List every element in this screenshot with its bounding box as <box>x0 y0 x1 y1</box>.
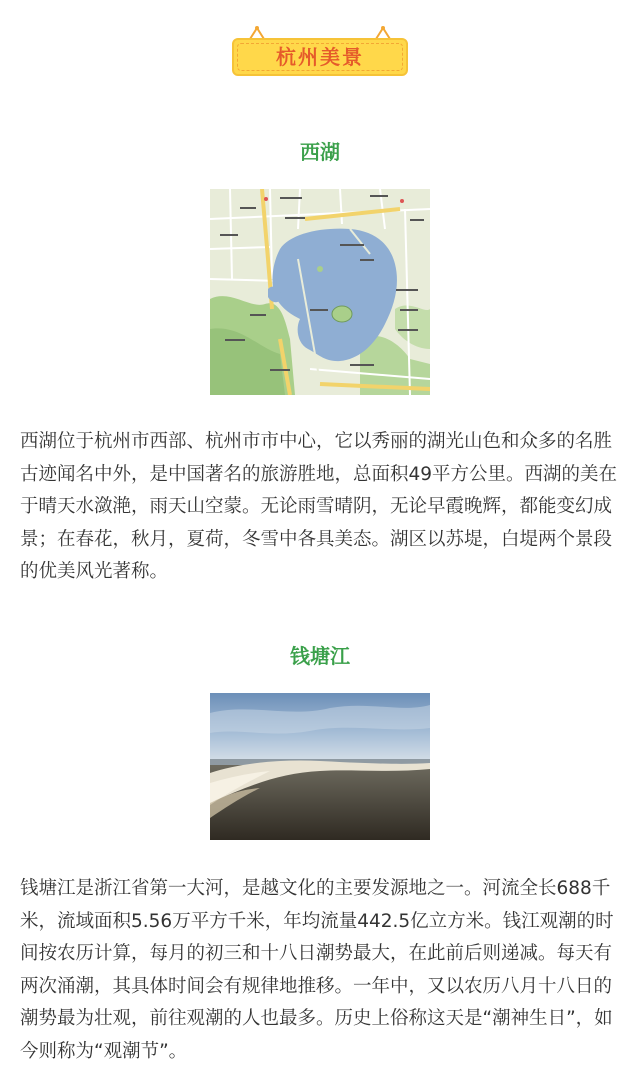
page-title: 杭州美景 <box>276 45 364 69</box>
section-title-xihu: 西湖 <box>300 140 340 164</box>
header-banner <box>0 26 640 78</box>
qiantang-tide-image <box>210 693 430 840</box>
banner-plate <box>232 38 408 76</box>
qiantangjiang-description: 钱塘江是浙江省第一大河，是越文化的主要发源地之一。河流全长688千米，流域面积5.56万平方千米，年均流量442.5亿立方米。钱江观潮的时间按农历计算，每月的初三和十八日潮势最大，在此前后则递减。每天有两次涌潮，其具体时间会有规律地推移。一年中，又以农历八月十八日的潮势最为壮观，前往观潮的人也最多。历史上俗称这天是“潮神生日”，如今则称为“观潮节”。 <box>20 878 614 1062</box>
xihu-map-image <box>210 189 430 395</box>
section-title-qiantangjiang: 钱塘江 <box>290 644 350 668</box>
xihu-description: 西湖位于杭州市西部、杭州市市中心，它以秀丽的湖光山色和众多的名胜古迹闻名中外，是中国著名的旅游胜地，总面积49平方公里。西湖的美在于晴天水潋滟，雨天山空蒙。无论雨雪晴阴，无论早霞晚辉，都能变幻成景；在春花，秋月，夏荷，冬雪中各具美态。湖区以苏堤，白堤两个景段的优美风光著称。 <box>20 431 618 582</box>
